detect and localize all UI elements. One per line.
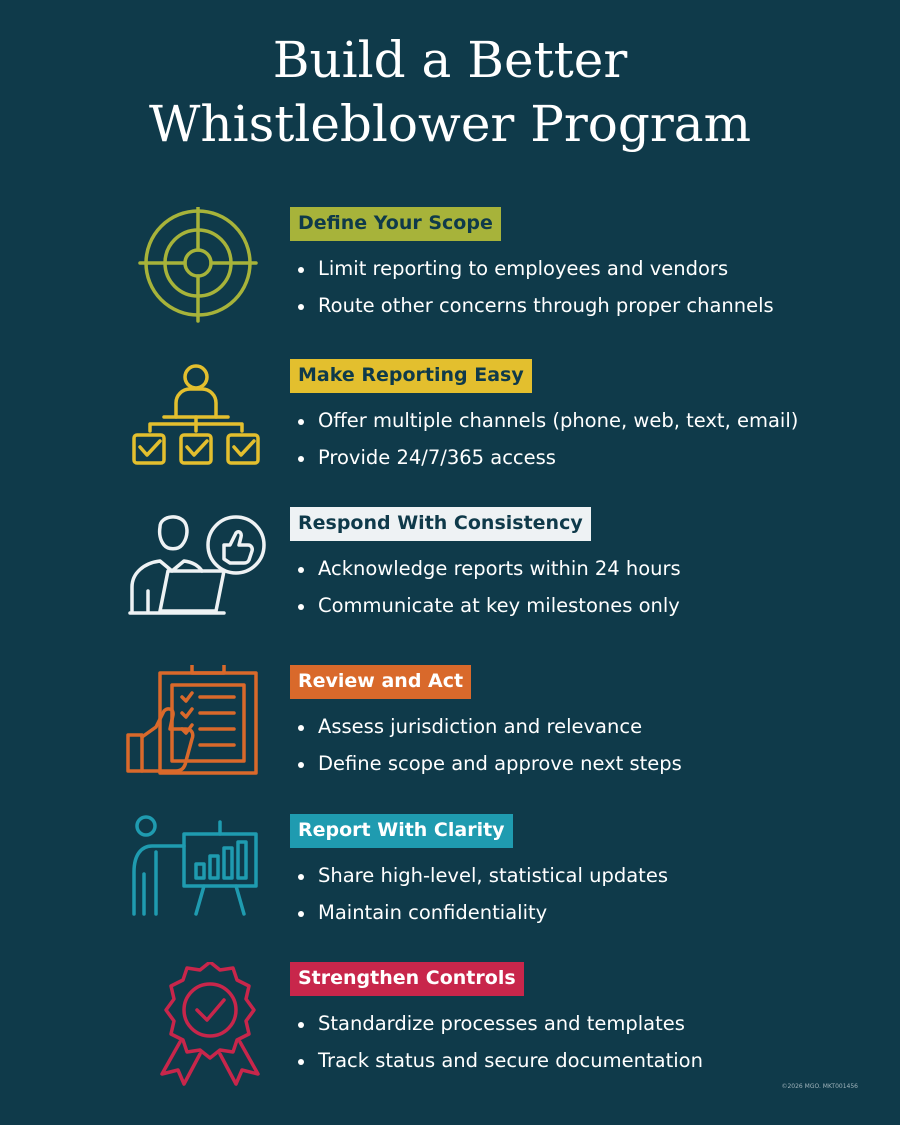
bullet-list [296,257,774,331]
section-report-clarity [0,814,900,954]
section-review-act [0,665,900,805]
bullet-item: Acknowledge reports within 24 hours [296,557,681,594]
bullet-list [296,1012,703,1086]
copyright-footer: ©2026 MGO. MKT001456 [781,1083,858,1090]
bullet-list [296,715,682,789]
bullet-item: Provide 24/7/365 access [296,446,798,483]
section-label: Respond With Consistency [290,507,591,541]
section-label: Make Reporting Easy [290,359,532,393]
bullet-item: Communicate at key milestones only [296,594,681,631]
target-icon [120,207,270,337]
section-label: Report With Clarity [290,814,513,848]
section-label: Define Your Scope [290,207,501,241]
section-label: Review and Act [290,665,471,699]
bullet-item: Limit reporting to employees and vendors [296,257,774,294]
bullet-item: Share high-level, statistical updates [296,864,668,901]
presenter-chart-icon [120,814,270,944]
clipboard-checklist-thumbs-up-icon [120,665,270,795]
person-checkboxes-icon [120,359,270,489]
bullet-item: Assess jurisdiction and relevance [296,715,682,752]
bullet-list [296,864,668,938]
section-respond-consistency [0,507,900,647]
page-title [0,28,900,156]
bullet-item: Route other concerns through proper channels [296,294,774,331]
section-define-scope [0,207,900,347]
bullet-item: Maintain confidentiality [296,901,668,938]
bullet-item: Offer multiple channels (phone, web, text, email) [296,409,798,446]
section-strengthen-controls [0,962,900,1102]
section-label: Strengthen Controls [290,962,524,996]
bullet-list [296,557,681,631]
person-laptop-thumbs-up-icon [120,507,270,637]
title-line-2: Whistleblower Program [149,95,751,153]
bullet-item: Track status and secure documentation [296,1049,703,1086]
section-make-reporting-easy [0,359,900,499]
award-badge-check-icon [120,962,270,1092]
bullet-item: Standardize processes and templates [296,1012,703,1049]
bullet-item: Define scope and approve next steps [296,752,682,789]
bullet-list [296,409,798,483]
title-line-1: Build a Better [272,31,628,89]
